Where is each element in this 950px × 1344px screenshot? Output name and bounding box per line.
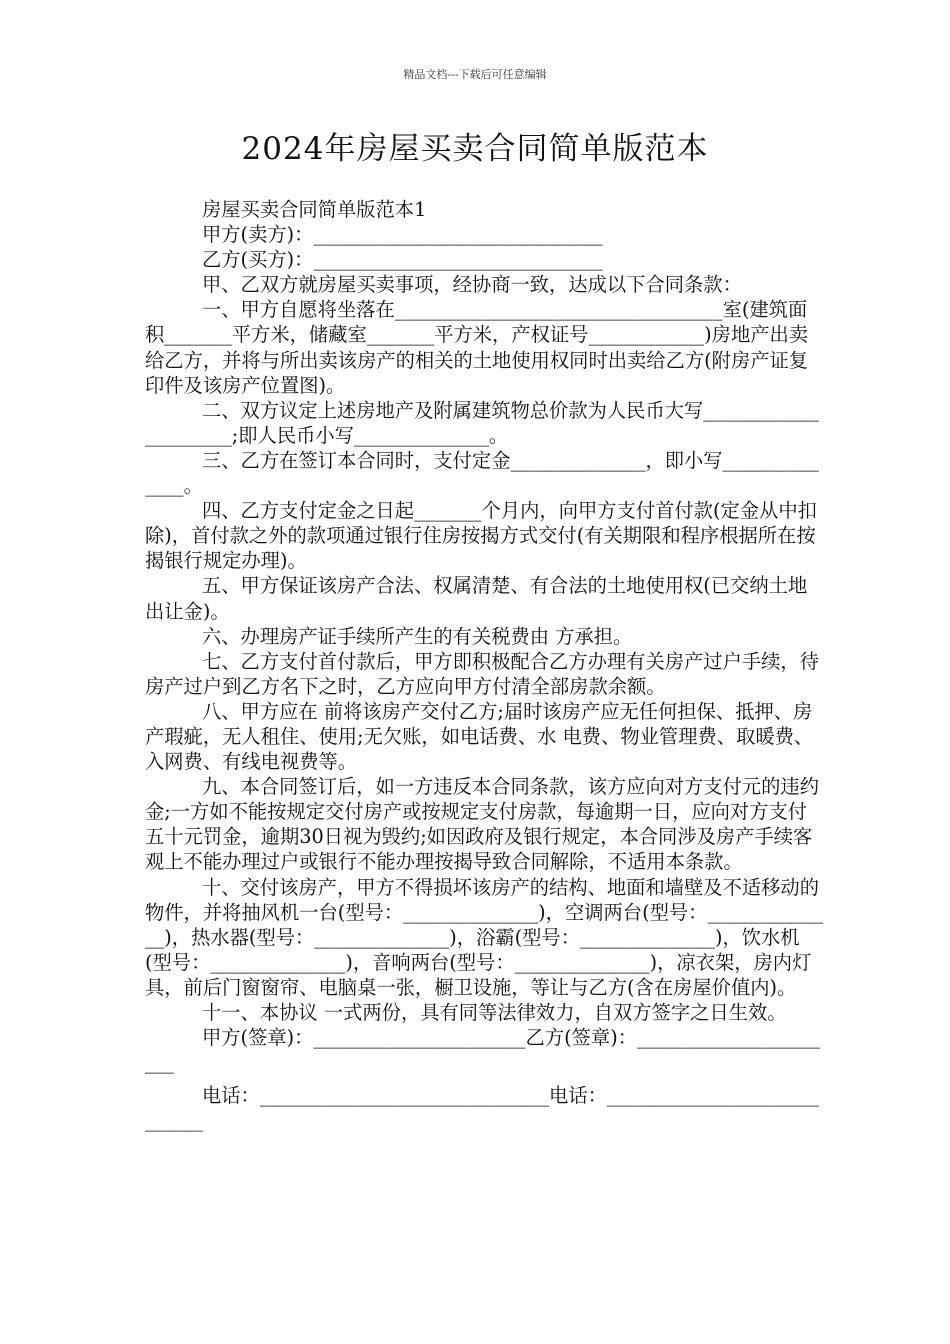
clause-4: 四、乙方支付定金之日起_______个月内，向甲方支付首付款(定金从中扣除)，首付款之外的款项通过银行住房按揭方式交付(有关期限和程序根据所在按揭银行规定办理)。 bbox=[145, 499, 817, 573]
document-body bbox=[145, 197, 825, 1141]
clause-10: 十、交付该房产，甲方不得损坏该房产的结构、地面和墙壁及不适移动的物件，并将抽风机一台(型号：______________)，空调两台(型号：______________)，热水器(型号：______________)，浴霸(型号：______________)，饮水机(型号：______________)，音响两台(型号：______________)，凉衣架，房内灯具，前后门窗窗帘、电脑桌一张，橱卫设施，等让与乙方(含在房屋价值内)。 bbox=[145, 875, 824, 999]
clause-5: 五、甲方保证该房产合法、权属清楚、有合法的土地使用权(已交纳土地出让金)。 bbox=[145, 574, 808, 623]
clause-11: 十一、本协议 一式两份，具有同等法律效力，自双方签字之日生效。 bbox=[202, 1001, 787, 1024]
intro-paragraph: 甲、乙双方就房屋买卖事项，经协商一致，达成以下合同条款： bbox=[202, 273, 742, 297]
phone-line: 电话：______________________________电话：____________________________ bbox=[145, 1084, 819, 1133]
party-b-line: 乙方(买方)：______________________________ bbox=[202, 248, 603, 272]
clause-8: 八、甲方应在 前将该房产交付乙方;届时该房产应无任何担保、抵押、房产瑕疵，无人租住、使用;无欠账，如电话费、水 电费、物业管理费、取暖费、入网费、有线电视费等。 bbox=[145, 699, 814, 774]
document-title: 2024年房屋买卖合同简单版范本 bbox=[241, 131, 709, 167]
signature-line: 甲方(签章)：______________________乙方(签章)：______________________ bbox=[145, 1026, 821, 1075]
header-note: 精品文档---下载后可任意编辑 bbox=[403, 68, 547, 81]
clause-9: 九、本合同签订后，如一方违反本合同条款，该方应向对方支付元的违约金;一方如不能按规定交付房产或按规定支付房款，每逾期一日，应向对方支付五十元罚金，逾期30日视为毁约;如因政府及银行规定，本合同涉及房产手续客观上不能办理过户或银行不能办理按揭导致合同解除，不适用本条款。 bbox=[145, 775, 819, 874]
clause-6: 六、办理房产证手续所产生的有关税费由 方承担。 bbox=[202, 624, 633, 648]
section-heading: 房屋买卖合同简单版范本1 bbox=[202, 198, 427, 221]
clause-1: 一、甲方自愿将坐落在__________________________________室(建筑面积_______平方米，储藏室_______平方米，产权证号____________)房地产出卖给乙方，并将与所出卖该房产的相关的土地使用权同时出卖给乙方(附房产证复印件及该房产位置图)。 bbox=[145, 298, 809, 397]
party-a-line: 甲方(卖方)：______________________________ bbox=[202, 223, 603, 247]
clause-2: 二、双方议定上述房地产及附属建筑物总价款为人民币大写_____________________;即人民币小写______________。 bbox=[145, 398, 819, 447]
clause-3: 三、乙方在签订本合同时，支付定金______________，即小写______________。 bbox=[145, 448, 819, 498]
clause-7: 七、乙方支付首付款后，甲方即积极配合乙方办理有关房产过户手续，待房产过户到乙方名下之时，乙方应向甲方付清全部房款余额。 bbox=[145, 649, 819, 698]
